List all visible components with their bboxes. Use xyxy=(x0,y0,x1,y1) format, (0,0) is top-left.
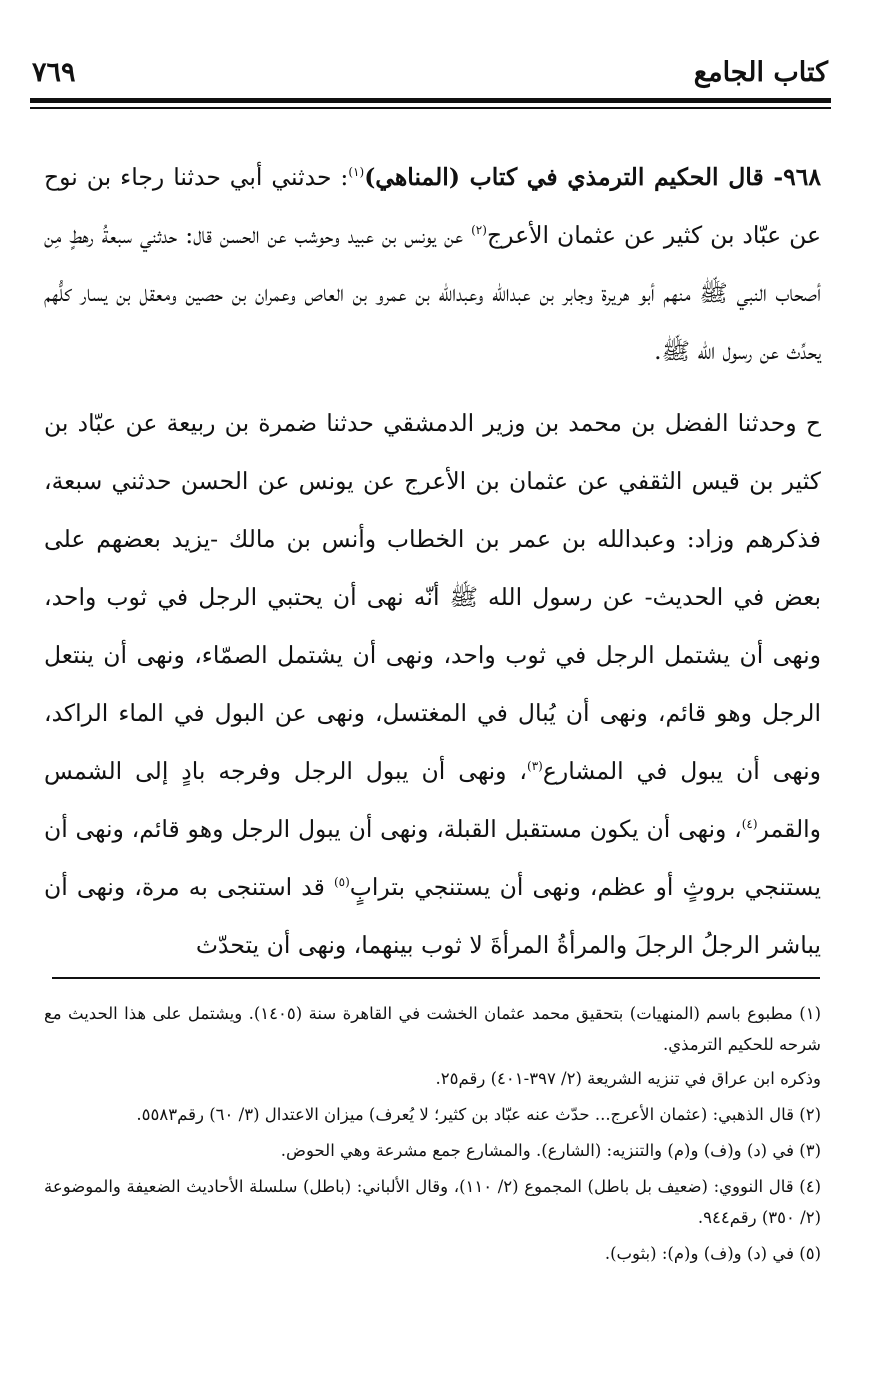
paragraph-2-text-a: ح وحدثنا الفضل بن محمد بن وزير الدمشقي حدثنا ضمرة بن ربيعة عن عبّاد بن كثير بن قيس الثقفي عن عثمان بن الأعرج عن يونس عن الحسن حدثني سبعة، فذكرهم وزاد: وعبدالله بن عمر بن الخطاب وأنس بن مالك -يزيد بعضهم على بعض في الحديث- عن رسول الله ﷺ أنّه نهى أن يحتبي الرجل في ثوب واحد، ونهى أن يشتمل الرجل في ثوب واحد، ونهى أن يشتمل الصمّاء، ونهى أن ينتعل الرجل وهو قائم، ونهى أن يُبال في المغتسل، ونهى عن البول في الماء الراكد، ونهى أن يبول في المشارع xyxy=(44,409,821,785)
footnote-1-continued: وذكره ابن عراق في تنزيه الشريعة (٢/ ٣٩٧-٤٠١) رقم٢٥. xyxy=(435,1069,821,1088)
footnote-separator xyxy=(52,977,820,979)
main-text xyxy=(44,148,821,974)
hadith-heading: ٩٦٨- قال الحكيم الترمذي في كتاب (المناهي) xyxy=(364,163,821,191)
header-rule-thin xyxy=(30,107,831,109)
footnote-2: (٢) قال الذهبي: (عثمان الأعرج... حدّث عنه عبّاد بن كثير؛ لا يُعرف) ميزان الاعتدال (٣/ ٦٠) رقم٥٥٨٣. xyxy=(136,1105,821,1124)
hadith-paragraph-1 xyxy=(44,148,821,380)
paragraph-1-text-a: : حدثني أبي حدثنا رجاء بن نوح عن عبّاد بن كثير عن عثمان الأعرج xyxy=(44,163,821,249)
paragraph-2-text-c: ، ونهى أن يكون مستقبل القبلة، ونهى أن يبول الرجل وهو قائم، ونهى أن يستنجي بروثٍ أو عظم، ونهى أن يستنجي بترابٍ xyxy=(44,815,822,901)
page-header xyxy=(32,52,828,92)
paragraph-2-text-b: ، ونهى أن يبول الرجل وفرجه بادٍ إلى الشمس والقمر xyxy=(44,757,821,843)
header-rule-thick xyxy=(30,98,831,103)
footnote-ref-5[interactable]: (٥) xyxy=(333,875,350,890)
footnote-ref-2[interactable]: (٢) xyxy=(471,223,487,238)
book-title: كتاب الجامع xyxy=(693,56,828,88)
footnote-5: (٥) في (د) و(ف) و(م): (بثوب). xyxy=(604,1244,821,1263)
footnote-ref-1[interactable]: (١) xyxy=(348,165,365,180)
paragraph-2-text-d: قد استنجى به مرة، ونهى أن يباشر الرجلُ الرجلَ والمرأةُ المرأةَ لا ثوب بينهما، ونهى أن يتحدّث xyxy=(44,873,821,959)
footnotes xyxy=(44,998,821,1274)
footnote-ref-4[interactable]: (٤) xyxy=(741,817,758,832)
paragraph-1-text-b: عن يونس بن عبيد وحوشب عن الحسن قال: حدثني سبعةُ رهطٍ مِن أصحاب النبي ﷺ منهم أبو هريرة وجابر بن عبدالله وعبدالله بن عمرو بن العاص وعمران بن حصين ومعقل بن يسار كلُّهم يحدِّث عن رسول الله ﷺ. xyxy=(44,221,821,365)
footnote-3: (٣) في (د) و(ف) و(م) والتنزيه: (الشارع). والمشارع جمع مشرعة وهي الحوض. xyxy=(280,1141,821,1160)
footnote-ref-3[interactable]: (٣) xyxy=(527,759,543,774)
hadith-paragraph-2 xyxy=(44,394,821,974)
footnote-4: (٤) قال النووي: (ضعيف بل باطل) المجموع (٢/ ١١٠)، وقال الألباني: (باطل) سلسلة الأحاديث الضعيفة والموضوعة (٢/ ٣٥٠) رقم٩٤٤. xyxy=(44,1177,821,1227)
page-number: ٧٦٩ xyxy=(32,56,76,88)
footnote-1: (١) مطبوع باسم (المنهيات) بتحقيق محمد عثمان الخشت في القاهرة سنة (١٤٠٥). ويشتمل على هذا الحديث مع شرحه للحكيم الترمذي. xyxy=(44,1004,821,1054)
